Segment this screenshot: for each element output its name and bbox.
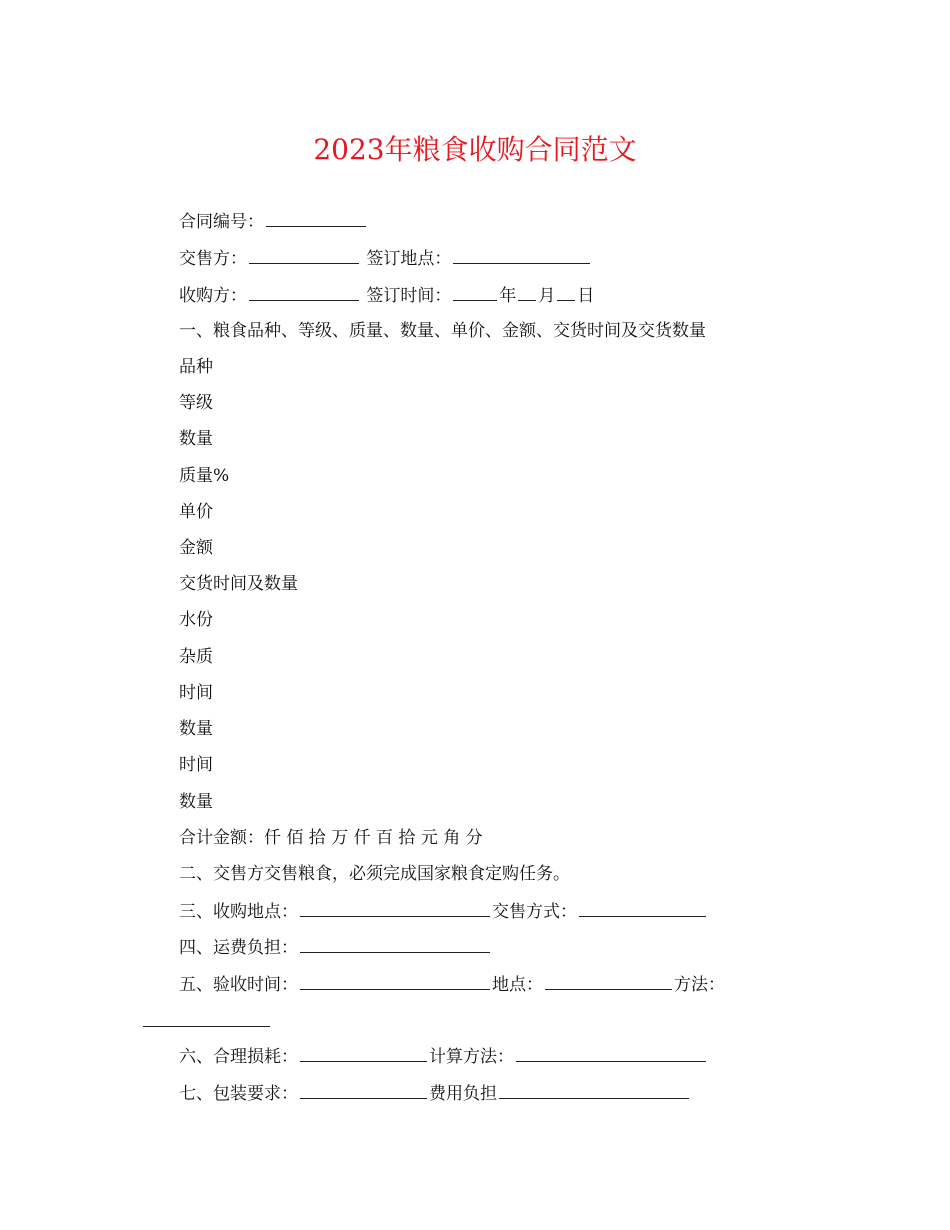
inspection-method-label: 方法： (674, 975, 725, 995)
month-blank[interactable] (518, 283, 536, 301)
packaging-cost-label: 费用负担 (429, 1084, 497, 1104)
item-unit-price: 单价 (179, 502, 213, 522)
sign-place-blank[interactable] (453, 246, 590, 264)
section1-heading: 一、粮食品种、等级、质量、数量、单价、金额、交货时间及交货数量 (179, 321, 706, 341)
calc-method-blank[interactable] (516, 1044, 706, 1062)
item-time-1: 时间 (179, 683, 213, 703)
calc-method-label: 计算方法： (429, 1047, 514, 1067)
loss-blank[interactable] (300, 1044, 427, 1062)
section6-line (179, 1044, 708, 1069)
day-blank[interactable] (557, 283, 575, 301)
loss-label: 六、合理损耗： (179, 1047, 298, 1067)
year-label: 年 (499, 286, 517, 306)
item-impurity: 杂质 (179, 647, 213, 667)
item-quantity: 数量 (179, 429, 213, 449)
item-grade: 等级 (179, 393, 213, 413)
inspection-place-label: 地点： (492, 975, 543, 995)
sign-place-label: 签订地点： (366, 249, 452, 269)
packaging-label: 七、包装要求： (179, 1084, 298, 1104)
delivery-method-blank[interactable] (579, 899, 706, 917)
seller-label: 交售方： (179, 249, 247, 269)
purchase-place-label: 三、收购地点： (179, 902, 298, 922)
inspection-time-blank[interactable] (300, 972, 490, 990)
document-title: 2023年粮食收购合同范文 (313, 133, 637, 166)
buyer-line (179, 283, 594, 308)
item-quality: 质量% (179, 466, 230, 486)
section3-line (179, 899, 708, 924)
freight-label: 四、运费负担： (179, 938, 298, 958)
contract-number-line (179, 209, 368, 234)
freight-blank[interactable] (300, 935, 490, 953)
inspection-place-blank[interactable] (545, 972, 672, 990)
seller-blank[interactable] (249, 246, 359, 264)
item-moisture: 水份 (179, 610, 213, 630)
item-quantity-2: 数量 (179, 792, 213, 812)
section2-text: 二、交售方交售粮食，必须完成国家粮食定购任务。 (179, 864, 570, 884)
item-time-2: 时间 (179, 755, 213, 775)
delivery-method-label: 交售方式： (492, 902, 577, 922)
item-amount: 金额 (179, 538, 213, 558)
section4-line (179, 935, 492, 960)
packaging-cost-blank[interactable] (499, 1081, 689, 1099)
inspection-time-label: 五、验收时间： (179, 975, 298, 995)
packaging-blank[interactable] (300, 1081, 427, 1099)
item-delivery-time-qty: 交货时间及数量 (179, 574, 298, 594)
contract-number-blank[interactable] (266, 209, 366, 227)
sign-time-label: 签订时间： (366, 286, 452, 306)
inspection-method-blank[interactable] (143, 1026, 270, 1027)
month-label: 月 (538, 286, 556, 306)
seller-line (179, 246, 592, 271)
section7-line (179, 1081, 691, 1106)
buyer-blank[interactable] (249, 283, 359, 301)
item-variety: 品种 (179, 357, 213, 377)
day-label: 日 (577, 286, 595, 306)
item-quantity-1: 数量 (179, 719, 213, 739)
buyer-label: 收购方： (179, 286, 247, 306)
contract-number-label: 合同编号： (179, 212, 264, 232)
total-amount: 合计金额：仟 佰 拾 万 仟 百 拾 元 角 分 (179, 828, 483, 848)
section5-line (179, 972, 725, 997)
purchase-place-blank[interactable] (300, 899, 490, 917)
year-blank[interactable] (453, 283, 497, 301)
